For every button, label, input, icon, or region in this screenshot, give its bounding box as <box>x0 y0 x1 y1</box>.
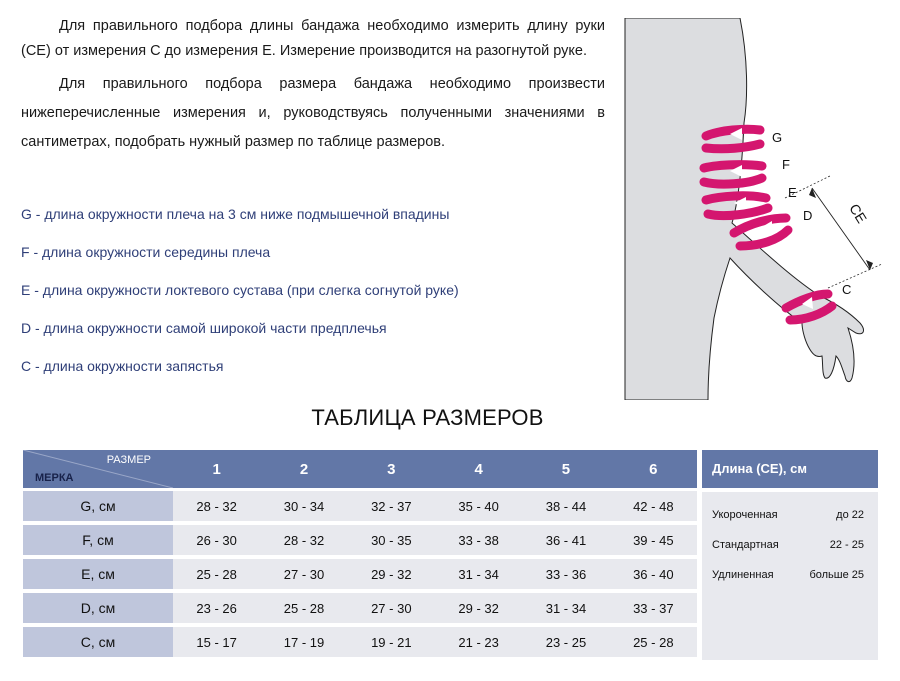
table-cell: 33 - 37 <box>610 589 697 623</box>
table-cell: 36 - 40 <box>610 555 697 589</box>
table-cell: 30 - 35 <box>348 521 435 555</box>
table-cell: 33 - 36 <box>522 555 609 589</box>
table-cell: 28 - 32 <box>260 521 347 555</box>
table-cell: 30 - 34 <box>260 488 347 521</box>
size-header: 5 <box>522 450 609 488</box>
table-cell: 38 - 44 <box>522 488 609 521</box>
size-header: 2 <box>260 450 347 488</box>
table-cell: 42 - 48 <box>610 488 697 521</box>
intro-text <box>21 14 605 157</box>
table-cell: 35 - 40 <box>435 488 522 521</box>
size-header: 3 <box>348 450 435 488</box>
length-row-value: 22 - 25 <box>829 539 864 551</box>
length-row-value: больше 25 <box>809 569 864 581</box>
measurement-g: G - длина окружности плеча на 3 см ниже подмышечной впадины <box>21 206 450 222</box>
row-label: C, см <box>23 623 173 657</box>
table-cell: 27 - 30 <box>348 589 435 623</box>
length-row-name: Удлиненная <box>712 569 774 581</box>
length-row-name: Укороченная <box>712 509 778 521</box>
table-cell: 31 - 34 <box>435 555 522 589</box>
measurement-f: F - длина окружности середины плеча <box>21 244 271 260</box>
table-cell: 17 - 19 <box>260 623 347 657</box>
label-g: G <box>772 130 783 145</box>
table-cell: 21 - 23 <box>435 623 522 657</box>
length-row-value: до 22 <box>836 509 864 521</box>
intro-paragraph-size: Для правильного подбора размера бандажа необходимо произвести нижеперечисленные измерения и, руководствуясь полученными значениями в сантиметрах, подобрать нужный размер по таблице размеров. <box>21 76 605 150</box>
table-cell: 25 - 28 <box>610 623 697 657</box>
measurement-list <box>21 205 459 395</box>
arm-silhouette <box>625 18 863 400</box>
size-table-title: ТАБЛИЦА РАЗМЕРОВ <box>311 405 544 430</box>
table-cell: 29 - 32 <box>435 589 522 623</box>
length-row-name: Стандартная <box>712 539 779 551</box>
intro-paragraph-length: Для правильного подбора длины бандажа необходимо измерить длину руки (CE) от измерения С до измерения Е. Измерение производится на разогнутой руке. <box>21 18 605 59</box>
table-cell: 23 - 25 <box>522 623 609 657</box>
size-header: 1 <box>173 450 260 488</box>
measurement-e: E - длина окружности локтевого сустава (при слегка согнутой руке) <box>21 282 459 298</box>
table-row <box>23 555 697 589</box>
size-header: 6 <box>610 450 697 488</box>
corner-size-label: РАЗМЕР <box>106 454 151 466</box>
label-ce: CE <box>846 200 871 226</box>
table-cell: 29 - 32 <box>348 555 435 589</box>
length-row <box>702 538 878 568</box>
table-row <box>23 589 697 623</box>
label-d: D <box>803 208 813 223</box>
table-cell: 28 - 32 <box>173 488 260 521</box>
label-e: E <box>788 185 797 200</box>
table-cell: 25 - 28 <box>173 555 260 589</box>
length-table-body <box>702 492 878 660</box>
table-cell: 27 - 30 <box>260 555 347 589</box>
table-cell: 39 - 45 <box>610 521 697 555</box>
table-row <box>23 623 697 657</box>
table-row <box>23 521 697 555</box>
size-header: 4 <box>435 450 522 488</box>
table-row <box>23 488 697 521</box>
table-cell: 32 - 37 <box>348 488 435 521</box>
table-cell: 36 - 41 <box>522 521 609 555</box>
table-cell: 33 - 38 <box>435 521 522 555</box>
length-table-title: Длина (СЕ), см <box>702 450 878 488</box>
table-cell: 26 - 30 <box>173 521 260 555</box>
table-corner-header <box>23 450 173 488</box>
size-table <box>23 450 697 657</box>
corner-measure-label: МЕРКА <box>35 472 74 484</box>
band-d <box>734 218 788 246</box>
table-cell: 15 - 17 <box>173 623 260 657</box>
row-label: F, см <box>23 521 173 555</box>
ce-line <box>812 188 870 270</box>
measurement-d: D - длина окружности самой широкой части предплечья <box>21 320 387 336</box>
length-table <box>702 450 878 660</box>
row-label: E, см <box>23 555 173 589</box>
row-label: D, см <box>23 589 173 623</box>
table-cell: 25 - 28 <box>260 589 347 623</box>
length-row <box>702 508 878 538</box>
table-cell: 23 - 26 <box>173 589 260 623</box>
length-row <box>702 568 878 598</box>
table-cell: 31 - 34 <box>522 589 609 623</box>
row-label: G, см <box>23 488 173 521</box>
measurement-c: C - длина окружности запястья <box>21 358 224 374</box>
label-c: C <box>842 282 852 297</box>
table-cell: 19 - 21 <box>348 623 435 657</box>
label-f: F <box>782 157 790 172</box>
arm-measurement-diagram <box>620 18 895 400</box>
